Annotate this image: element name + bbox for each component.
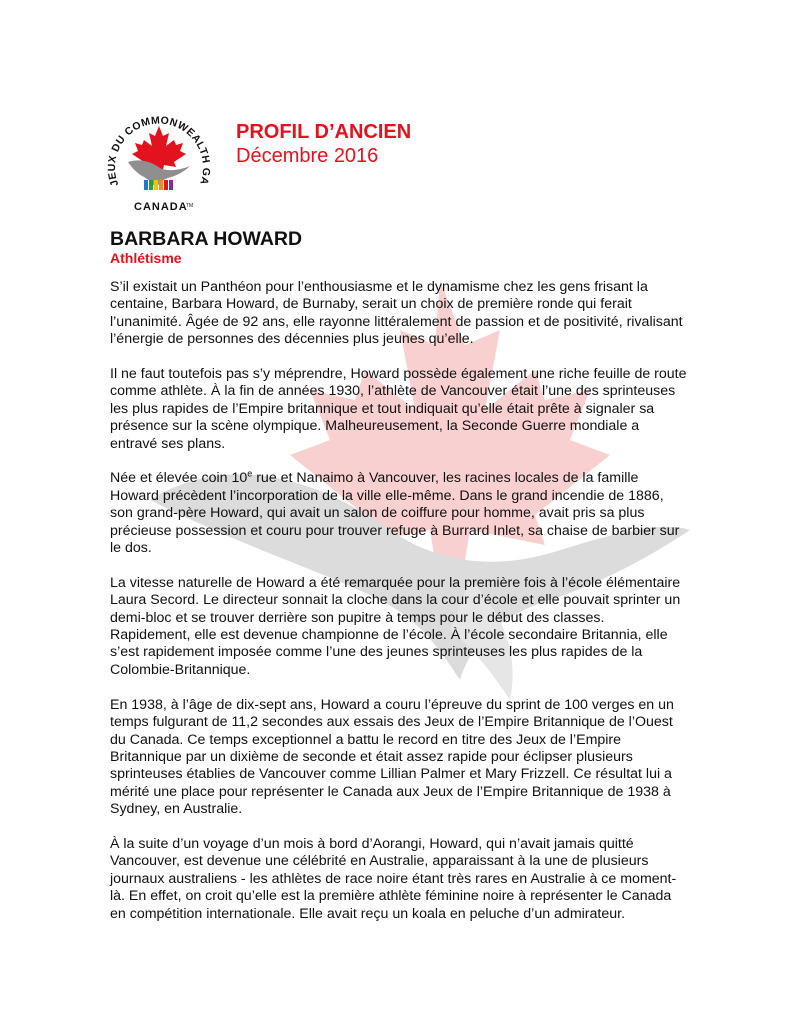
paragraph-4: La vitesse naturelle de Howard a été remarquée pour la première fois à l’école élémentaire Laura Secord. Le directeur sonnait la cloche dans la cour d’école et elle pouvait sprinter un demi-bloc et se trouver derrière son pupitre à temps pour le début des classes. Rapidement, elle est devenue championne de l’école. À l’école secondaire Britannia, elle s’est rapidement imposée comme l’une des jeunes sprinteuses les plus rapides de la Colombie-Britannique. — [110, 574, 681, 678]
body-text — [110, 279, 688, 940]
header-title: PROFIL D’ANCIEN — [236, 121, 412, 143]
athlete-name: BARBARA HOWARD — [110, 228, 303, 250]
logo — [98, 96, 220, 218]
logo-arc-text: JEUX DU COMMONWEALTH GA — [105, 114, 213, 188]
maple-leaf-flame-icon — [98, 96, 220, 218]
athlete-sport: Athlétisme — [110, 250, 182, 266]
logo-trademark: TM — [186, 203, 194, 209]
logo-bottom-text: CANADA — [134, 201, 188, 213]
paragraph-5: En 1938, à l’âge de dix-sept ans, Howard a couru l’épreuve du sprint de 100 verges en un temps fulgurant de 11,2 secondes aux essais des Jeux de l’Empire Britannique de l’Ouest du Canada. Ce temps exceptionnel a battu le record en titre des Jeux de l’Empire Britannique par un dixième de seconde et était assez rapide pour éclipser plusieurs sprinteuses établies de Vancouver comme Lillian Palmer et Mary Frizzell. Ce résultat lui a mérité une place pour représenter le Canada aux Jeux de l’Empire Britannique de 1938 à Sydney, en Australie. — [110, 696, 674, 818]
paragraph-6: À la suite d’un voyage d’un mois à bord d’Aorangi, Howard, qui n’avait jamais quitté Vancouver, est devenue une célébrité en Australie, apparaissant à la une de plusieurs journaux australiens - les athlètes de race noire étant très rares en Australie à ce moment-là. En effet, on croit qu’elle est la première athlète féminine noire à représenter le Canada en compétition internationale. Elle avait reçu un koala en peluche d’un admirateur. — [110, 835, 677, 922]
paragraph-3 — [110, 470, 688, 557]
header-date: Décembre 2016 — [236, 145, 379, 167]
paragraph-3-before: Née et élevée coin 10 — [110, 470, 248, 487]
paragraph-3-sup: e — [247, 468, 253, 479]
paragraph-3-after: rue et Nanaimo à Vancouver, les racines locales de la famille Howard précèdent l’incorporation de la ville elle-même. Dans le grand incendie de 1886, son grand-père Howard, qui avait un salon de coiffure pour homme, avait pris sa plus précieuse possession et couru pour trouver refuge à Burrard Inlet, sa chaise de barbier sur le dos. — [110, 470, 680, 557]
paragraph-2: Il ne faut toutefois pas s’y méprendre, Howard possède également une riche feuille de route comme athlète. À la fin de années 1930, l’athlète de Vancouver était l’une des sprinteuses les plus rapides de l’Empire britannique et tout indiquait qu’elle était prête à signaler sa présence sur la scène olympique. Malheureusement, la Seconde Guerre mondiale a entravé ses plans. — [110, 366, 687, 452]
header — [236, 120, 411, 168]
paragraph-1: S’il existait un Panthéon pour l’enthousiasme et le dynamisme chez les gens frisant la centaine, Barbara Howard, de Burnaby, serait un choix de première ronde qui ferait l’unanimité. Âgée de 92 ans, elle rayonne littéralement de passion et de positivité, rivalisant l’énergie de personnes des décennies plus jeunes qu’elle. — [110, 279, 683, 348]
